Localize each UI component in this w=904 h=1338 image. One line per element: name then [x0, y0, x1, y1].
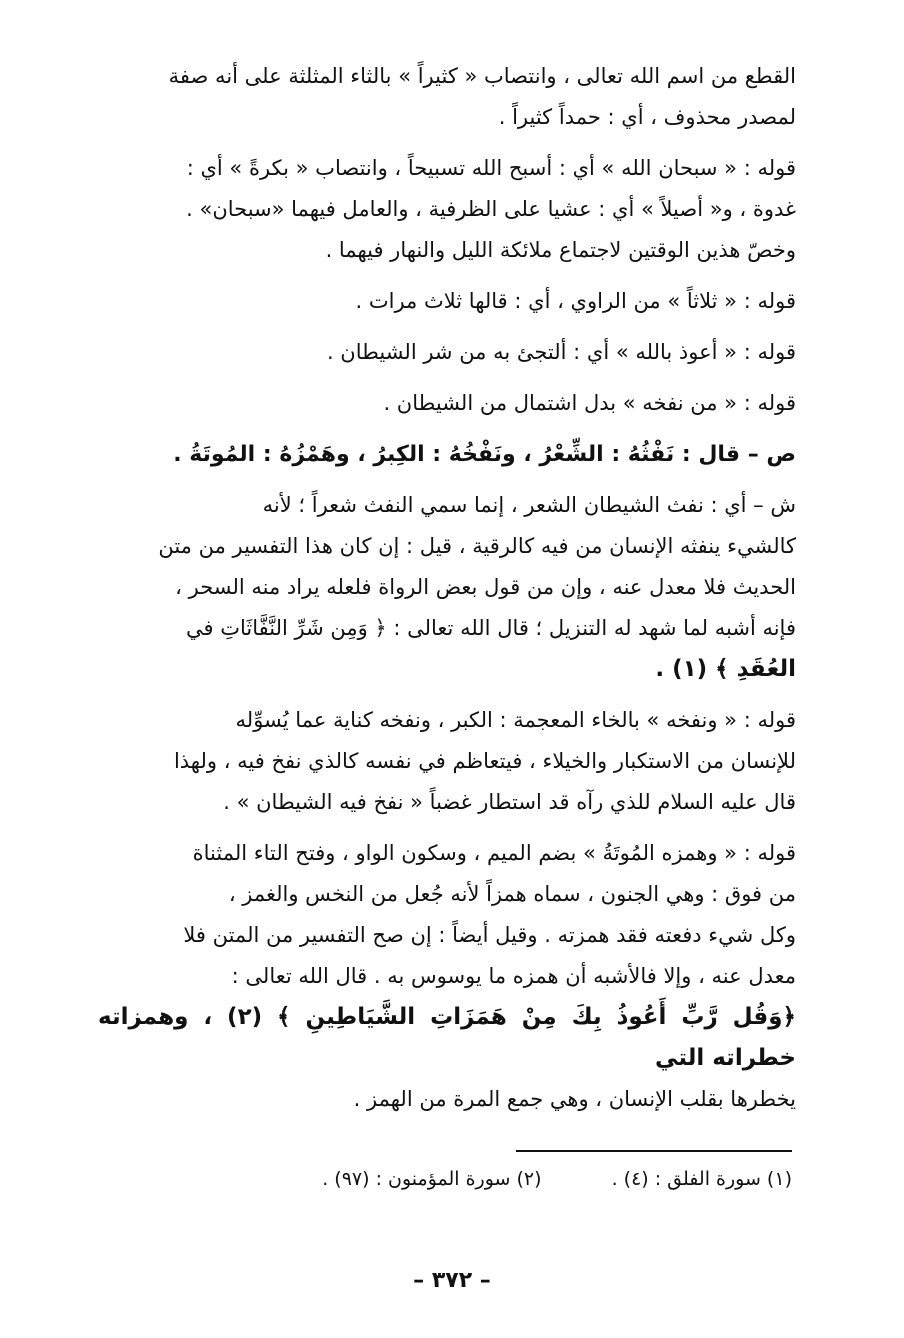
paragraph-7 — [98, 700, 796, 823]
main-text — [98, 56, 796, 1120]
text-line: وخصّ هذين الوقتين لاجتماع ملائكة الليل والنهار فيهما . — [325, 238, 796, 262]
text-line: قال عليه السلام للذي رآه قد استطار غضباً « نفخ فيه الشيطان » . — [223, 790, 796, 814]
text-line: قوله : « أعوذ بالله » أي : ألتجئ به من شر الشيطان . — [326, 340, 796, 364]
paragraph-5 — [98, 383, 796, 424]
paragraph-4 — [98, 332, 796, 373]
paragraph-1 — [98, 56, 796, 138]
text-line: العُقَدِ ﴾ (١) . — [655, 656, 796, 682]
text-line: قوله : « وهمزه المُوتَةُ » بضم الميم ، وسكون الواو ، وفتح التاء المثناة — [192, 841, 796, 865]
footnotes — [98, 1162, 792, 1196]
text-line: قوله : « سبحان الله » أي : أسبح الله تسبيحاً ، وانتصاب « بكرةً » أي : — [186, 156, 796, 180]
text-line: قوله : « من نفخه » بدل اشتمال من الشيطان . — [383, 391, 796, 415]
text-line: قوله : « ثلاثاً » من الراوي ، أي : قالها ثلاث مرات . — [355, 289, 796, 313]
paragraph-matn — [98, 434, 796, 475]
paragraph-3 — [98, 281, 796, 322]
text-line: وكل شيء دفعته فقد همزته . وقيل أيضاً : إن صح التفسير من المتن فلا — [183, 923, 796, 947]
paragraph-sharh — [98, 485, 796, 690]
text-line: ش – أي : نفث الشيطان الشعر ، إنما سمي النفث شعراً ؛ لأنه — [262, 493, 796, 517]
text-line: لمصدر محذوف ، أي : حمداً كثيراً . — [498, 105, 796, 129]
footnote-2: (٢) سورة المؤمنون : (٩٧) . — [322, 1168, 542, 1190]
text-line: يخطرها بقلب الإنسان ، وهي جمع المرة من الهمز . — [353, 1087, 796, 1111]
footnote-separator — [516, 1150, 792, 1152]
text-line: القطع من اسم الله تعالى ، وانتصاب « كثيراً » بالثاء المثلثة على أنه صفة — [168, 64, 796, 88]
text-line: من فوق : وهي الجنون ، سماه همزاً لأنه جُعل من النخس والغمز ، — [228, 882, 796, 906]
text-line: معدل عنه ، وإلا فالأشبه أن همزه ما يوسوس به . قال الله تعالى : — [231, 964, 796, 988]
paragraph-8 — [98, 833, 796, 1120]
text-line: غدوة ، و« أصيلاً » أي : عشيا على الظرفية ، والعامل فيهما «سبحان» . — [186, 197, 796, 221]
footnote-1: (١) سورة الفلق : (٤) . — [611, 1168, 792, 1190]
text-line: ﴿وَقُل رَّبِّ أَعُوذُ بِكَ مِنْ هَمَزَاتِ الشَّيَاطِينِ ﴾ (٢) ، وهمزاته خطراته التي — [98, 1004, 796, 1071]
text-line: ص – قال : نَفْثُهُ : الشِّعْرُ ، ونَفْخُهُ : الكِبرُ ، وهَمْزُهُ : المُوتَةُ . — [173, 442, 796, 467]
text-line: قوله : « ونفخه » بالخاء المعجمة : الكبر ، ونفخه كناية عما يُسوِّله — [235, 708, 796, 732]
paragraph-2 — [98, 148, 796, 271]
text-line: الحديث فلا معدل عنه ، وإن من قول بعض الرواة فلعله يراد منه السحر ، — [175, 575, 796, 599]
page-number: – ٣٧٢ – — [413, 1268, 491, 1293]
text-line: للإنسان من الاستكبار والخيلاء ، فيتعاظم في نفسه كالذي نفخ فيه ، ولهذا — [173, 749, 796, 773]
text-line: كالشيء ينفثه الإنسان من فيه كالرقية ، قيل : إن كان هذا التفسير من متن — [158, 534, 796, 558]
text-line: فإنه أشبه لما شهد له التنزيل ؛ قال الله تعالى : ﴿ وَمِن شَرِّ النَّفَّاثَاتِ في — [185, 616, 796, 640]
